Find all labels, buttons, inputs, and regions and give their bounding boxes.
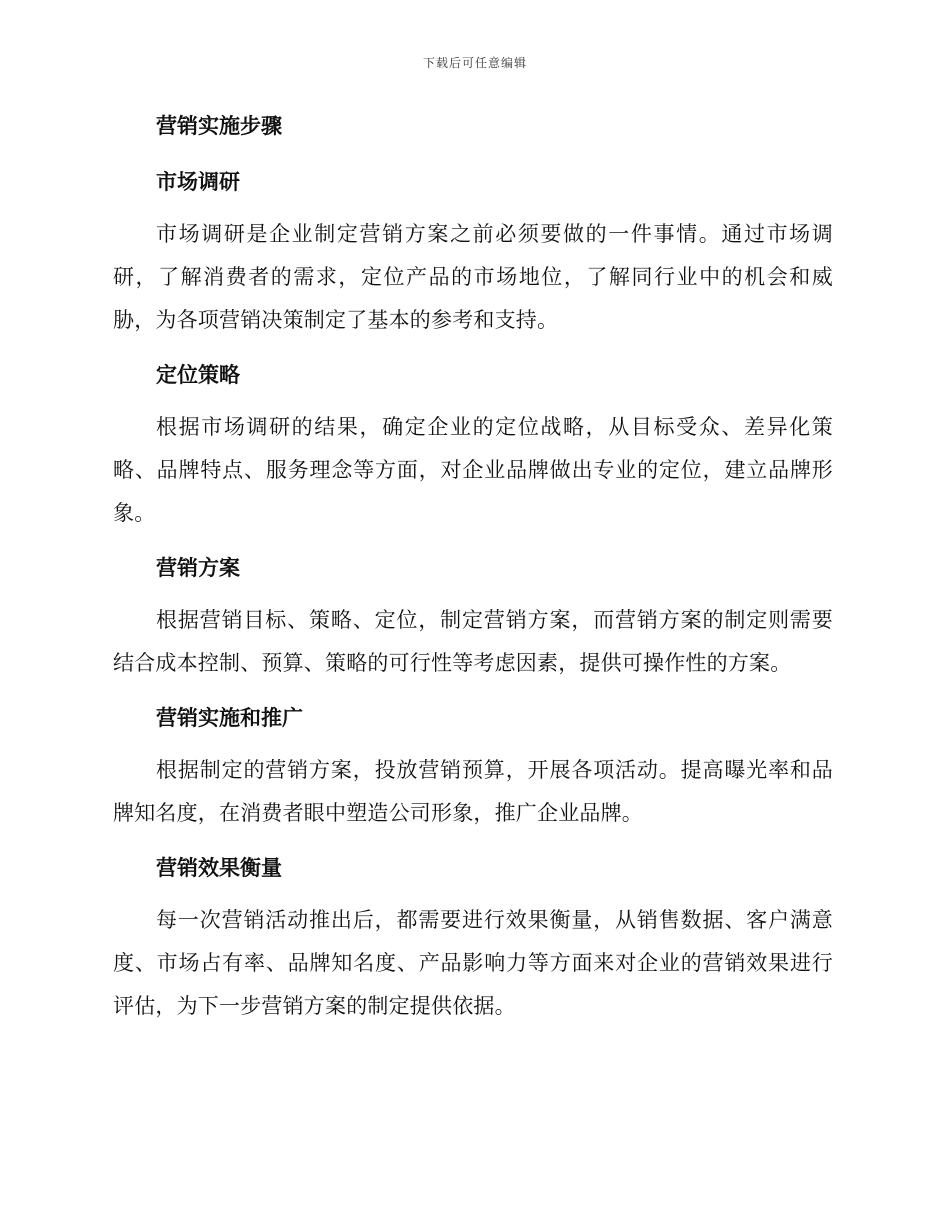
- section-body-implementation-promotion: 根据制定的营销方案，投放营销预算，开展各项活动。提高曝光率和品牌知名度，在消费者眼中塑造公司形象，推广企业品牌。: [113, 758, 833, 825]
- document-content: [113, 110, 833, 1045]
- section-heading-market-research: 市场调研: [156, 170, 240, 194]
- section-heading-marketing-plan: 营销方案: [156, 556, 240, 580]
- section-heading-implementation-promotion: 营销实施和推广: [156, 706, 303, 730]
- section-body-marketing-plan: 根据营销目标、策略、定位，制定营销方案，而营销方案的制定则需要结合成本控制、预算、策略的可行性等考虑因素，提供可操作性的方案。: [113, 608, 833, 675]
- section-heading-effect-measurement: 营销效果衡量: [156, 856, 282, 880]
- section-heading-positioning-strategy: 定位策略: [156, 363, 240, 387]
- document-title: 营销实施步骤: [156, 114, 282, 138]
- section-body-positioning-strategy: 根据市场调研的结果，确定企业的定位战略，从目标受众、差异化策略、品牌特点、服务理念等方面，对企业品牌做出专业的定位，建立品牌形象。: [113, 415, 833, 525]
- section-body-effect-measurement: 每一次营销活动推出后，都需要进行效果衡量，从销售数据、客户满意度、市场占有率、品牌知名度、产品影响力等方面来对企业的营销效果进行评估，为下一步营销方案的制定提供依据。: [113, 908, 833, 1018]
- section-body-market-research: 市场调研是企业制定营销方案之前必须要做的一件事情。通过市场调研，了解消费者的需求，定位产品的市场地位，了解同行业中的机会和威胁，为各项营销决策制定了基本的参考和支持。: [113, 222, 833, 332]
- header-note: 下载后可任意编辑: [422, 56, 527, 70]
